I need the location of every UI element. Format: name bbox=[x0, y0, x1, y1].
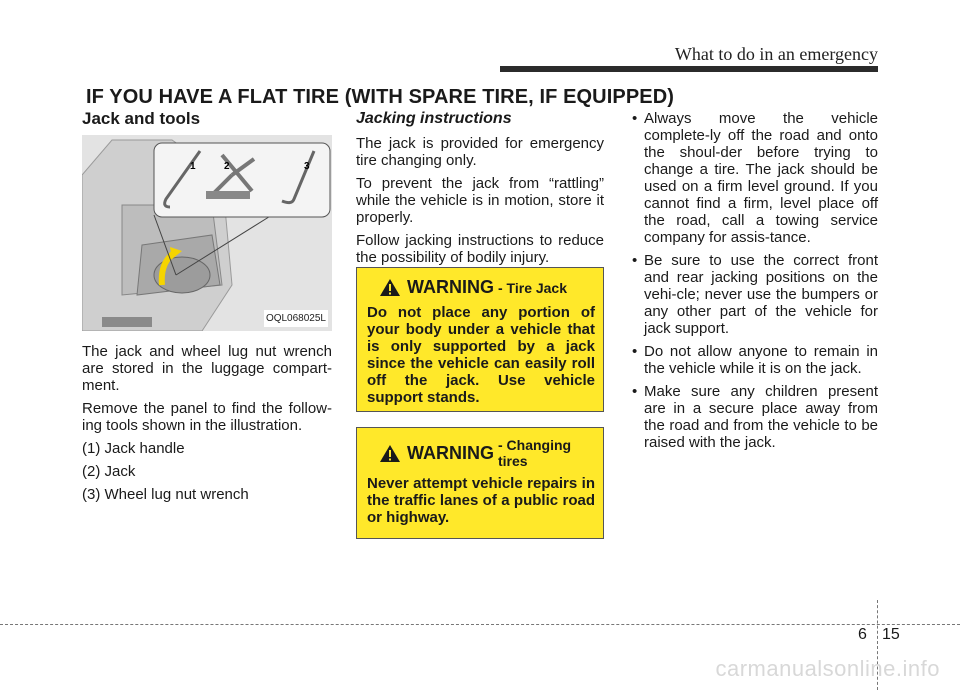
callout-3: 3 bbox=[304, 161, 310, 172]
header-rule bbox=[500, 66, 878, 72]
chapter-title: What to do in an emergency bbox=[674, 44, 878, 64]
warning-triangle-icon bbox=[379, 444, 401, 463]
callout-2: 2 bbox=[224, 161, 230, 172]
jack-tools-illustration bbox=[82, 135, 332, 331]
tool-item: (1) Jack handle bbox=[82, 440, 185, 457]
jack-and-tools-heading: Jack and tools bbox=[82, 109, 201, 128]
jack-purpose-paragraph: The jack is provided for emergency tire changing only. bbox=[356, 135, 604, 169]
warning-label: WARNING bbox=[407, 442, 494, 463]
section-title: IF YOU HAVE A FLAT TIRE (WITH SPARE TIRE, IF EQUIPPED) bbox=[86, 86, 675, 108]
warning-label: WARNING bbox=[407, 277, 494, 297]
warning-triangle-icon bbox=[379, 278, 401, 297]
figure-code: OQL068025L bbox=[264, 310, 328, 327]
warning-body: Never attempt vehicle repairs in the traffic lanes of a public road or highway. bbox=[367, 475, 595, 526]
warning-subtitle: - Changing tires bbox=[498, 437, 572, 469]
callout-1: 1 bbox=[190, 161, 196, 172]
bullet-item: • Always move the vehicle complete-ly off the road and onto the shoul-der before trying to change a tire. The jack should be used on a firm level ground. If you cannot find a firm, level place off the road, call a towing service company for assis-tance. bbox=[630, 110, 878, 246]
left-column bbox=[82, 110, 332, 509]
bullet-item: • Make sure any children present are in a secure place away from the road and from the vehicle to be raised with the jack. bbox=[630, 383, 878, 451]
tool-item: (2) Jack bbox=[82, 463, 136, 480]
follow-instructions-paragraph: Follow jacking instructions to reduce the possibility of bodily injury. bbox=[356, 232, 604, 266]
tool-item: (3) Wheel lug nut wrench bbox=[82, 486, 249, 503]
middle-column bbox=[356, 110, 604, 272]
watermark: carmanualsonline.info bbox=[715, 656, 940, 681]
chapter-number: 6 bbox=[858, 626, 867, 643]
warning-body: Do not place any portion of your body under a vehicle that is only supported by a jack since the vehicle can easily roll off the jack. Use vehicle support stands. bbox=[367, 304, 595, 406]
warning-subtitle: - Tire Jack bbox=[498, 279, 568, 296]
trunk-illustration bbox=[82, 135, 332, 331]
rattling-paragraph: To prevent the jack from “rattling” while the vehicle is in motion, store it properly. bbox=[356, 175, 604, 226]
bullet-item: • Do not allow anyone to remain in the vehicle while it is on the jack. bbox=[630, 343, 878, 377]
right-column bbox=[630, 110, 878, 457]
warning-box-changing-tires bbox=[356, 427, 604, 539]
storage-paragraph: The jack and wheel lug nut wrench are stored in the luggage compart-ment. bbox=[82, 343, 332, 394]
footer-rule bbox=[0, 624, 960, 625]
jacking-instructions-heading: Jacking instructions bbox=[356, 110, 512, 127]
warning-box-tire-jack bbox=[356, 267, 604, 412]
bullet-item: • Be sure to use the correct front and rear jacking positions on the vehi-cle; never use the bumpers or any other part of the vehicle for jack support. bbox=[630, 252, 878, 337]
page-number: 15 bbox=[882, 626, 900, 643]
remove-panel-paragraph: Remove the panel to find the follow-ing tools shown in the illustration. bbox=[82, 400, 332, 434]
